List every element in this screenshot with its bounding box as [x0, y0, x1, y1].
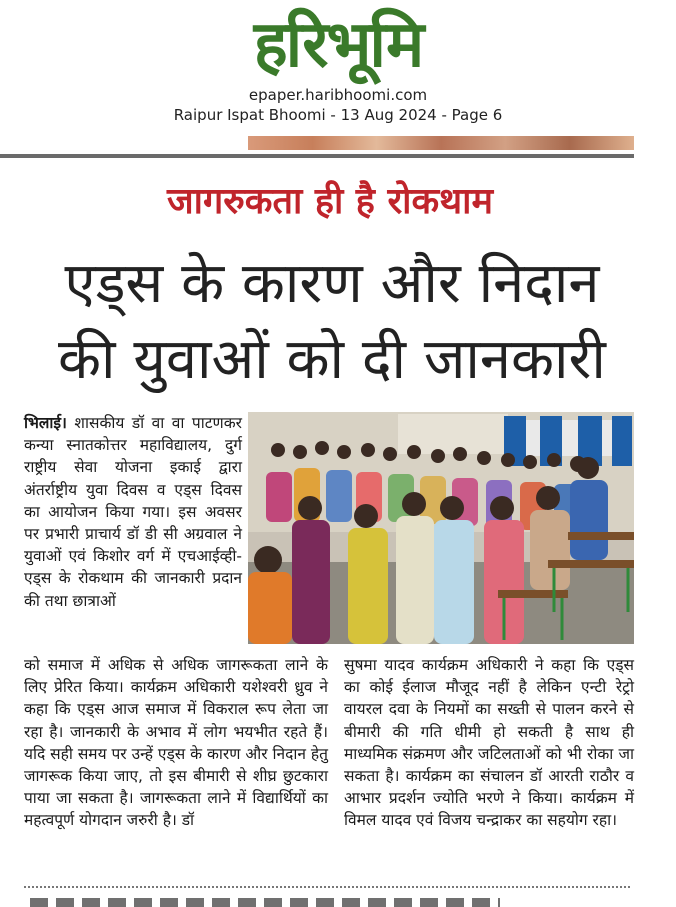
edition-line: Raipur Ispat Bhoomi - 13 Aug 2024 - Page 6	[173, 106, 503, 124]
article-headline	[22, 246, 642, 398]
article-column-left: को समाज में अधिक से अधिक जागरूकता लाने के लिए प्रेरित किया। कार्यक्रम अधिकारी यशेश्वरी ध्रुव ने कहा कि एड्स आज समाज में विकराल रूप लेता जा रहा है। जानकारी के अभाव में लोग भयभीत रहते हैं। यदि सही समय पर उन्हें एड्स के कारण और निदान हेतु जागरूक किया जाए, तो इस बीमारी से शीघ्र छुटकारा पाया जा सकता है। जागरूकता लाने में विद्यार्थियों का महत्वपूर्ण योगदान जरुरी है। डॉ	[24, 656, 328, 830]
article-photo	[248, 412, 634, 644]
article-text-top: शासकीय डॉ वा वा पाटणकर कन्या स्नातकोत्तर महाविद्यालय, दुर्ग राष्ट्रीय सेवा योजना इकाई द्वारा अंतर्राष्ट्रीय युवा दिवस व एड्स दिवस का आयोजन किया गया। इस अवसर पर प्रभारी प्राचार्य डॉ डी सी अग्रवाल ने युवाओं एवं किशोर वर्ग में एचआईव्ही-एड्स के रोकथाम की जानकारी प्रदान की तथा छात्राओं	[24, 414, 242, 610]
next-article-headline-edge	[30, 898, 500, 907]
section-rule	[0, 154, 634, 158]
dateline-place: भिलाई।	[24, 414, 67, 432]
article-column-top	[24, 412, 242, 612]
article-divider	[24, 886, 630, 888]
article-kicker: जागरुकता ही है रोकथाम	[166, 181, 494, 222]
classroom-photo-illustration	[248, 412, 634, 644]
site-url[interactable]: epaper.haribhoomi.com	[248, 86, 428, 104]
article-column-right: सुषमा यादव कार्यक्रम अधिकारी ने कहा कि एड्स का कोई ईलाज मौजूद नहीं है लेकिन एन्टी रेट्रो वायरल दवा के नियमों का सख्ती से पालन करने से बीमारी की गति धीमी हो सकती है साथ ही माध्यमिक संक्रमण और जटिलताओं को भी रोका जा सकता है। कार्यक्रम का संचालन डॉ आरती राठौर व आभार प्रदर्शन ज्योति भरणे ने किया। कार्यक्रम में विमल यादव एवं विजय चन्द्राकर का सहयोग रहा।	[344, 656, 634, 830]
headline-line-1: एड्स के कारण और निदान	[64, 251, 600, 316]
previous-article-photo-edge	[248, 136, 634, 150]
headline-line-2: की युवाओं को दी जानकारी	[58, 327, 606, 392]
haribhoomi-logo: हरिभूमि	[253, 8, 423, 82]
